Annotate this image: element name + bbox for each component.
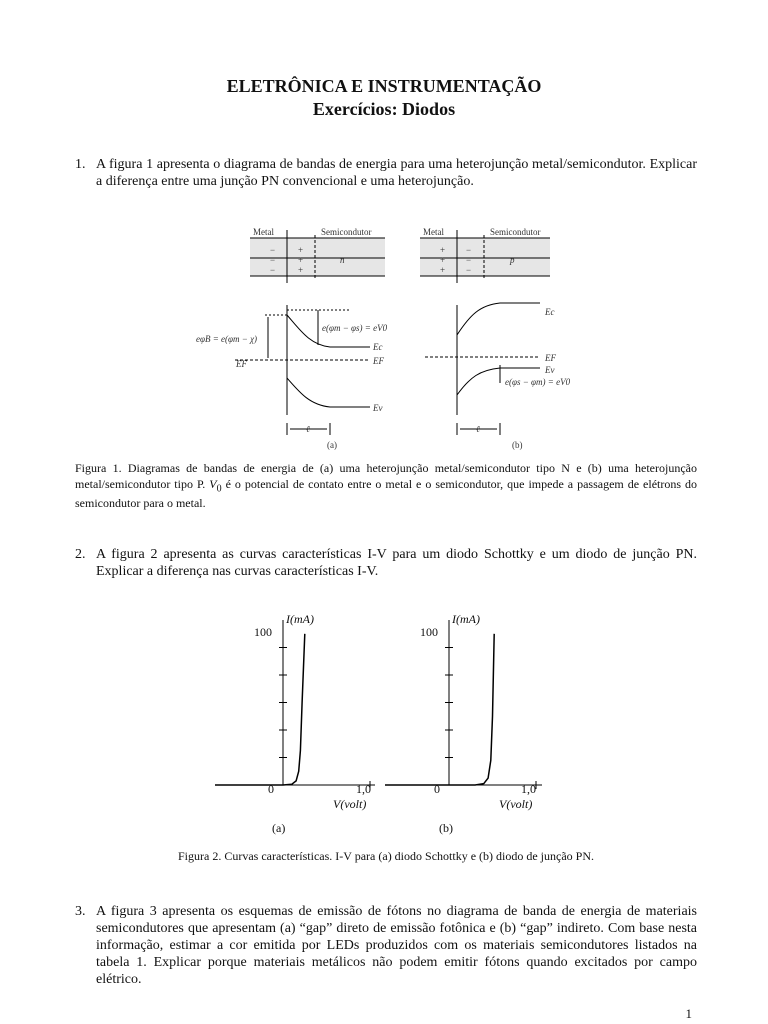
question-text: A figura 1 apresenta o diagrama de bandas de energia para uma heterojunção metal/semicondutor. Explicar a diferença entre uma junção PN convencional e uma heterojunção. — [96, 157, 697, 189]
figure-1b-charge-plus: + — [440, 265, 446, 275]
figure-1b-charge-plus: + — [440, 245, 446, 255]
figure-1a-ell-label: ℓ — [306, 424, 310, 434]
figure-1a-label: (a) — [327, 440, 337, 450]
figure-1a-charge-plus: + — [298, 265, 304, 275]
figure-1b-charge-plus: + — [440, 255, 446, 265]
caption-text: Figura 1. Diagramas de bandas de energia de (a) uma heterojunção metal/semicondutor tipo N e (b) uma heterojunção metal/semicondutor tipo P. — [75, 461, 697, 491]
figure-1a-ef-right-label: EF — [373, 356, 384, 366]
figure-1a-v0-label: e(φm − φs) = eV0 — [322, 323, 388, 333]
figure-1a-charge-plus: + — [298, 255, 304, 265]
figure-2b-x-label: V(volt) — [499, 797, 533, 811]
figure-1a-semi-label: Semicondutor — [321, 227, 372, 237]
figure-1a-charge-plus: + — [298, 245, 304, 255]
figure-1b-ef-label: EF — [545, 353, 556, 363]
figure-2a-y-tick-100: 100 — [254, 625, 272, 639]
question-2 — [75, 546, 697, 580]
figure-2a-x-tick-0: 0 — [268, 782, 274, 796]
figure-1a-phiB-label: eφB = e(φm − χ) — [196, 334, 258, 344]
figure-1a-ev-label: Ev — [373, 403, 383, 413]
question-text: A figura 3 apresenta os esquemas de emissão de fótons no diagrama de banda de energia de materiais semicondutores que apresentam (a) “gap” direto de emissão fotônica e (b) “gap” indireto. Com base nesta informação, estimar a cor emitida por LEDs produzidos com os materiais semicondutores listados na tabela 1. Explicar porque materiais metálicos não podem emitir fótons quando excitados por campo elétrico. — [96, 904, 697, 987]
figure-1b-label: (b) — [512, 440, 523, 450]
figure-1a-ec-label: Ec — [373, 342, 383, 352]
question-text: A figura 2 apresenta as curvas características I-V para um diodo Schottky e um diodo de junção PN. Explicar a diferença nas curvas características I-V. — [96, 547, 697, 579]
figure-1a-metal-label: Metal — [253, 227, 274, 237]
figure-1b-bands — [425, 303, 540, 435]
caption-text: é o potencial de contato entre o metal e o semicondutor, que impede a passagem de elétrons do semicondutor para o metal. — [75, 476, 697, 511]
figure-2 — [0, 600, 768, 840]
question-1 — [75, 156, 697, 190]
figure-1b-charge-minus: − — [466, 245, 472, 255]
figure-1a-charge-minus: − — [270, 245, 276, 255]
figure-2-caption: Figura 2. Curvas características. I-V para (a) diodo Schottky e (b) diodo de junção PN. — [178, 849, 594, 863]
question-number: 1. — [75, 157, 86, 172]
figure-1b-ev-label: Ev — [545, 365, 555, 375]
figure-1b-p-label: p — [510, 255, 515, 265]
figure-1a-charge-minus: − — [270, 255, 276, 265]
figure-1b-ec-label: Ec — [545, 307, 555, 317]
page-number: 1 — [685, 1006, 692, 1021]
figure-1a-n-label: n — [340, 255, 345, 265]
figure-2a-x-tick-1: 1,0 — [356, 782, 371, 796]
figure-2a-y-label: I(mA) — [286, 612, 314, 626]
figure-2a-series-line — [215, 634, 305, 785]
caption-v0-sub: 0 — [216, 482, 222, 494]
figure-1 — [0, 215, 768, 455]
figure-2a-x-label: V(volt) — [333, 797, 367, 811]
figure-1b-charge-minus: − — [466, 255, 472, 265]
figure-2b-y-tick-100: 100 — [420, 625, 438, 639]
figure-2b-chart — [385, 612, 542, 835]
figure-1b-v0-label: e(φs − φm) = eV0 — [505, 377, 571, 387]
figure-2b-x-tick-1: 1,0 — [521, 782, 536, 796]
figure-1a-ef-left-label: EF — [236, 359, 247, 369]
question-number: 2. — [75, 547, 86, 562]
page-subtitle: Exercícios: Diodos — [312, 99, 456, 119]
page-title: ELETRÔNICA E INSTRUMENTAÇÃO — [226, 76, 542, 96]
figure-2b-label: (b) — [439, 821, 453, 835]
figure-1b-metal-label: Metal — [423, 227, 444, 237]
figure-1b-ell-label: ℓ — [476, 424, 480, 434]
caption-v0: V — [209, 476, 217, 491]
figure-2b-y-label: I(mA) — [452, 612, 480, 626]
figure-2a-chart — [215, 612, 375, 835]
figure-1b-semi-label: Semicondutor — [490, 227, 541, 237]
figure-1a-charge-minus: − — [270, 265, 276, 275]
figure-1-caption — [75, 461, 697, 512]
figure-2a-label: (a) — [272, 821, 286, 835]
figure-2b-x-tick-0: 0 — [434, 782, 440, 796]
question-3 — [75, 903, 697, 988]
figure-1b-charge-minus: − — [466, 265, 472, 275]
figure-2b-series-line — [385, 634, 494, 785]
question-number: 3. — [75, 904, 86, 919]
